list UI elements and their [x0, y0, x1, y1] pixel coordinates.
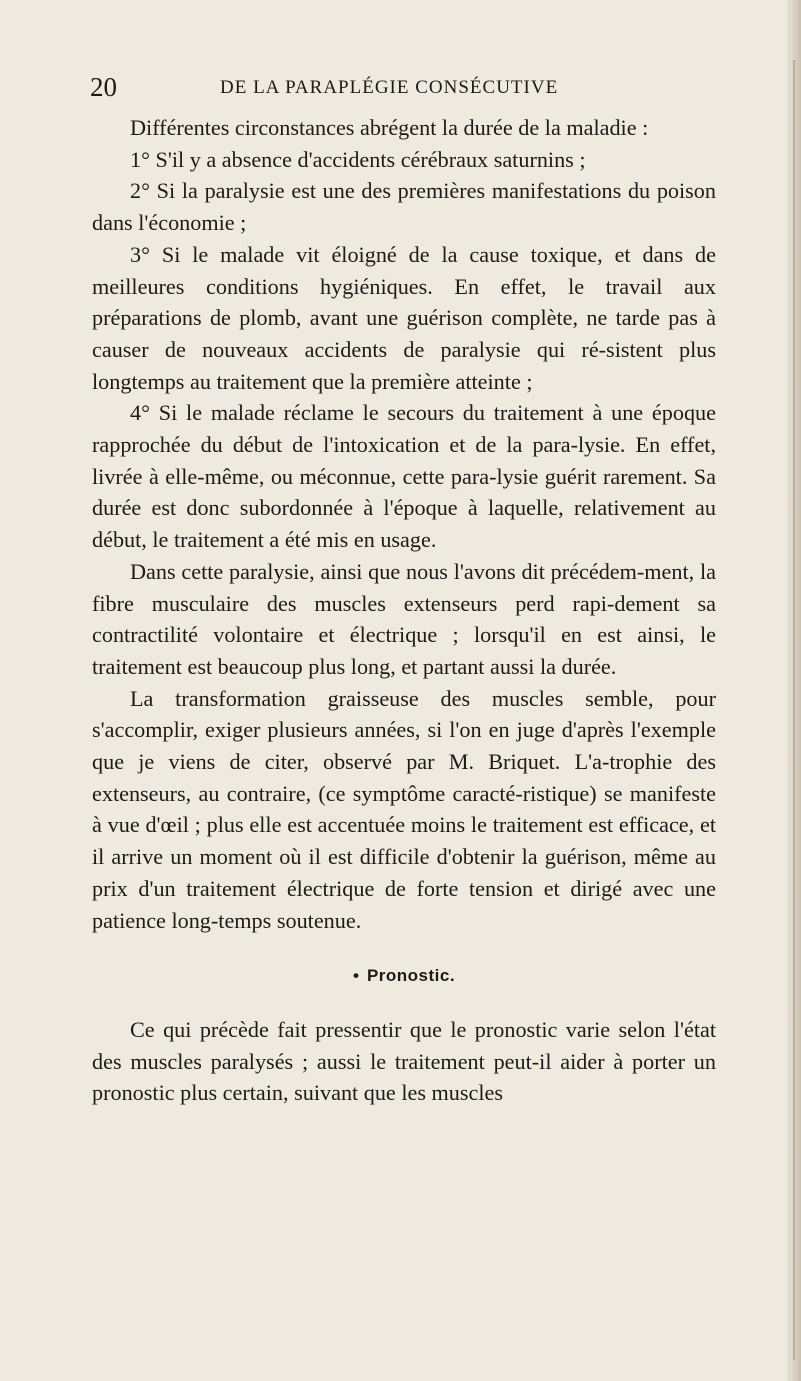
- paragraph: Ce qui précède fait pressentir que le pronostic varie selon l'état des muscles paralysés ; aussi le traitement peut-il aider à porter un pronostic plus certain, suivant que les muscles: [92, 1016, 716, 1106]
- section-bullet: •: [352, 966, 360, 986]
- section-heading: [92, 960, 716, 992]
- paragraph: 2° Si la paralysie est une des premières manifestations du poison dans l'économie ;: [92, 178, 716, 236]
- paragraph: Différentes circonstances abrégent la durée de la maladie :: [130, 115, 649, 140]
- page-number: 20: [90, 72, 117, 102]
- body-text: [92, 112, 716, 1109]
- page-edge-line: [793, 60, 795, 1360]
- paragraph: La transformation graisseuse des muscles semble, pour s'accomplir, exiger plusieurs années, si l'on en juge d'après l'exemple que je viens de citer, observé par M. Briquet. L'a-trophie des extenseurs, au contraire, (ce symptôme caracté-ristique) se manifeste à vue d'œil ; plus elle est accentuée moins le traitement est efficace, et il arrive un moment où il est difficile d'obtenir la guérison, même au prix d'un traitement électrique de forte tension et dirigé avec une patience long-temps soutenue.: [92, 685, 716, 933]
- page-header: [90, 70, 710, 104]
- paragraph: 3° Si le malade vit éloigné de la cause toxique, et dans de meilleures conditions hygiéniques. En effet, le travail aux préparations de plomb, avant une guérison complète, ne tarde pas à causer de nouveaux accidents de paralysie qui ré-sistent plus longtemps au traitement que la première atteinte ;: [92, 241, 716, 394]
- running-head: DE LA PARAPLÉGIE CONSÉCUTIVE: [220, 77, 559, 98]
- paragraph: 1° S'il y a absence d'accidents cérébraux saturnins ;: [130, 146, 586, 172]
- paragraph: 4° Si le malade réclame le secours du traitement à une époque rapprochée du début de l'intoxication et de la para-lysie. En effet, livrée à elle-même, ou méconnue, cette para-lysie guérit rarement. Sa durée est donc subordonnée à l'époque à laquelle, relativement au début, le traitement a été mis en usage.: [92, 400, 716, 553]
- section-heading-text: Pronostic.: [366, 966, 456, 986]
- paragraph: Dans cette paralysie, ainsi que nous l'avons dit précédem-ment, la fibre musculaire des muscles extenseurs perd rapi-dement sa contractilité volontaire et électrique ; lorsqu'il en est ainsi, le traitement est beaucoup plus long, et partant aussi la durée.: [92, 558, 716, 679]
